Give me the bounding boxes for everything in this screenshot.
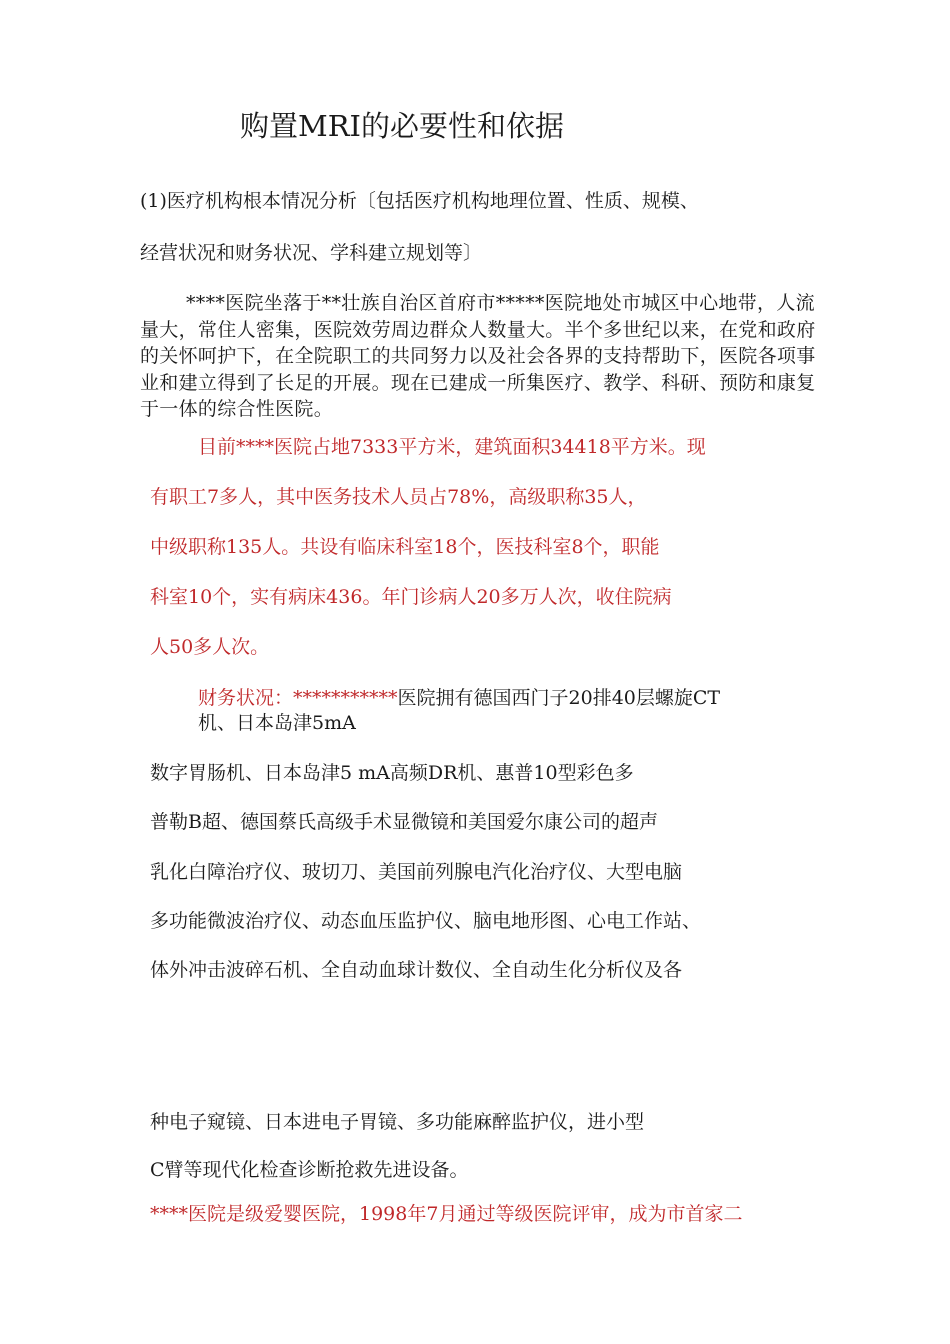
section-heading-line-1: (1)医疗机构根本情况分析〔包括医疗机构地理位置、性质、规模、: [140, 190, 699, 212]
intro-paragraph-text: ****医院坐落于**壮族自治区首府市*****医院地处市城区中心地带，人流量大，常住人密集，医院效劳周边群众人数量大。半个多世纪以来，在党和政府的关怀呵护下，在全院职工的共同努力以及社会各界的支持帮助下，医院各项事业和建立得到了长足的开展。现在已建成一所集医疗、教学、科研、预防和康复于一体的综合性医院。: [140, 292, 816, 420]
equipment-line-4: 多功能微波治疗仪、动态血压监护仪、脑电地形图、心电工作站、: [150, 910, 702, 932]
finance-text: 医院拥有德国西门子20排40层螺旋CT: [397, 687, 721, 709]
stats-line-3: 中级职称135人。共设有临床科室18个，医技科室8个，职能: [150, 536, 660, 558]
finance-line-1: [198, 686, 720, 710]
equipment-line-6: 种电子窥镜、日本进电子胃镜、多功能麻醉监护仪，进小型: [150, 1111, 645, 1133]
equipment-line-3: 乳化白障治疗仪、玻切刀、美国前列腺电汽化治疗仪、大型电脑: [150, 861, 683, 883]
section-heading-line-2: 经营状况和财务状况、学科建立规划等〕: [140, 242, 483, 264]
equipment-line-1: 数字胃肠机、日本岛津5 mA高频DR机、惠普10型彩色多: [150, 762, 634, 784]
stats-line-5: 人50多人次。: [150, 636, 270, 658]
equipment-line-7: C臂等现代化检查诊断抢救先进设备。: [150, 1159, 469, 1181]
finance-label: 财务状况：***********: [198, 687, 398, 709]
intro-paragraph: [140, 290, 830, 423]
stats-line-2: 有职工7多人，其中医务技术人员占78%，高级职称35人，: [150, 486, 647, 508]
stats-line-1: 目前****医院占地7333平方米，建筑面积34418平方米。现: [198, 436, 706, 458]
stats-line-4: 科室10个，实有病床436。年门诊病人20多万人次，收住院病: [150, 586, 672, 608]
equipment-line-2: 普勒B超、德国蔡氏高级手术显微镜和美国爱尔康公司的超声: [150, 811, 658, 833]
accreditation-line: ****医院是级爱婴医院，1998年7月通过等级医院评审，成为市首家二: [150, 1203, 743, 1225]
equipment-line-5: 体外冲击波碎石机、全自动血球计数仪、全自动生化分析仪及各: [150, 959, 683, 981]
finance-line-2: 机、日本岛津5mA: [198, 712, 356, 734]
page-title: 购置MRI的必要性和依据: [240, 109, 564, 143]
